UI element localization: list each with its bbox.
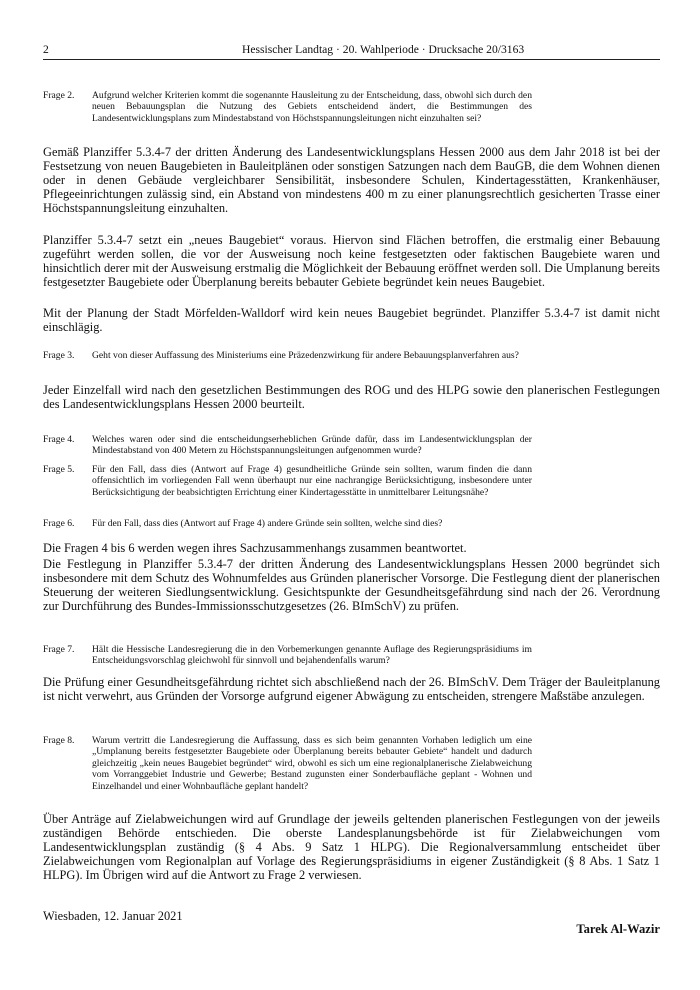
page-number: 2 (43, 43, 49, 56)
question-label: Frage 4. (43, 434, 75, 445)
answer-paragraph: Planziffer 5.3.4-7 setzt ein „neues Baugebiet“ voraus. Hiervon sind Flächen betroffen, die erstmalig einer Bebauung zugeführt werden sollen, die vor der Ausweisung noch keine festgesetzten oder faktischen Baugebiete waren und hinsichtlich derer mit der Ausweisung erstmalig die Möglichkeit der Bebauung eröffnet werden soll. Die Umplanung bereits festgesetzter Baugebiete oder Überplanung bereits bebauter Gebiete begründet kein neues Baugebiet. (43, 233, 660, 289)
question-text: Aufgrund welcher Kriterien kommt die sogenannte Hausleitung zu der Entscheidung, dass, obwohl sich durch den neuen Bebauungsplan die Nutzung des Gebiets entscheidend ändert, die Bestimmungen des Landesentwicklungsplans zum Mindestabstand von Höchstspannungsleitungen nicht einzuhalten sei? (92, 90, 532, 124)
place-date: Wiesbaden, 12. Januar 2021 (43, 909, 183, 923)
question-label: Frage 8. (43, 735, 75, 746)
question-text: Welches waren oder sind die entscheidungserheblichen Gründe dafür, dass im Landesentwicklungsplan der Mindestabstand von 400 Metern zu Höchstspannungsleitungen aufgenommen wurde? (92, 434, 532, 457)
question-text: Für den Fall, dass dies (Antwort auf Frage 4) andere Gründe sein sollten, welche sind dies? (92, 518, 443, 529)
question-text: Warum vertritt die Landesregierung die Auffassung, dass es sich beim genannten Vorhaben lediglich um eine „Umplanung bereits festgesetzter Baugebiete oder Überplanung bereits bebauter Gebiete“ handelt und dadurch gleichzeitig „kein neues Baugebiet begründet“ wird, obwohl es sich um eine regionalplanerische Zielabweichung vom Vorranggebiet Industrie und Gewerbe; Bestand zugunsten einer Sonderbaufläche geplant - Wohnen und Einzelhandel und einer Wohnbaufläche geplant handelt? (92, 735, 532, 792)
question-label: Frage 2. (43, 90, 75, 101)
question-label: Frage 5. (43, 464, 75, 475)
answer-paragraph: Die Prüfung einer Gesundheitsgefährdung richtet sich abschließend nach der 26. BImSchV. Dem Träger der Bauleitplanung ist nicht verwehrt, aus Gründen der Vorsorge aufgrund eigener Abwägung zu entscheiden, strengere Maßstäbe anzulegen. (43, 675, 660, 703)
answer-paragraph: Die Festlegung in Planziffer 5.3.4-7 der dritten Änderung des Landesentwicklungsplans Hessen 2000 begründet sich insbesondere mit dem Schutz des Wohnumfeldes aus Gründen planerischer Vorsorge. Die Festlegung dient der planerischen Steuerung der weiteren Siedlungsentwicklung. Gesichtspunkte der Gesundheitsgefährdung sind nach der 26. Verordnung zur Durchführung des Bundes-Immissionsschutzgesetzes (26. BImSchV) zu prüfen. (43, 557, 660, 613)
answer-paragraph: Gemäß Planziffer 5.3.4-7 der dritten Änderung des Landesentwicklungsplans Hessen 2000 aus dem Jahr 2018 ist bei der Festsetzung von neuen Baugebieten in Bauleitplänen oder sonstigen Satzungen nach dem BauGB, die dem Wohnen dienen oder in denen Gebäude vergleichbarer Sensibilität, insbesondere Schulen, Kindertagesstätten, Krankenhäuser, Pflegeeinrichtungen zulässig sind, ein Abstand von mindestens 400 m zu einer planungsrechtlich gesicherten Trasse einer Höchstspannungsleitung einzuhalten. (43, 145, 660, 215)
header-title: Hessischer Landtag · 20. Wahlperiode · Drucksache 20/3163 (242, 43, 525, 56)
answer-paragraph: Über Anträge auf Zielabweichungen wird auf Grundlage der jeweils geltenden planerischen Festlegungen von der jeweils zuständigen Behörde entschieden. Die oberste Landesplanungsbehörde ist für Zielabweichungen vom Landesentwicklungsplan zuständig (§ 4 Abs. 9 Satz 1 HLPG). Die Regionalversammlung entscheidet über Zielabweichungen vom Regionalplan auf Vorlage des Regierungspräsidiums in eigener Zuständigkeit (§ 8 Abs. 1 Satz 1 HLPG). Im Übrigen wird auf die Antwort zu Frage 2 verwiesen. (43, 812, 660, 882)
page-header (43, 42, 660, 59)
question-text: Hält die Hessische Landesregierung die in den Vorbemerkungen genannte Auflage des Regierungspräsidiums im Entscheidungsvorschlag gleichwohl für sinnvoll und bejahendenfalls warum? (92, 644, 532, 667)
question-label: Frage 3. (43, 350, 75, 361)
question-label: Frage 7. (43, 644, 75, 655)
answer-paragraph: Die Fragen 4 bis 6 werden wegen ihres Sachzusammenhangs zusammen beantwortet. (43, 541, 467, 555)
signatory-name: Tarek Al-Wazir (576, 922, 660, 936)
question-label: Frage 6. (43, 518, 75, 529)
answer-paragraph: Mit der Planung der Stadt Mörfelden-Walldorf wird kein neues Baugebiet begründet. Planziffer 5.3.4-7 ist damit nicht einschlägig. (43, 306, 660, 334)
answer-paragraph: Jeder Einzelfall wird nach den gesetzlichen Bestimmungen des ROG und des HLPG sowie den planerischen Festlegungen des Landesentwicklungsplans Hessen 2000 beurteilt. (43, 383, 660, 411)
question-text: Geht von dieser Auffassung des Ministeriums eine Präzedenzwirkung für andere Bebauungsplanverfahren aus? (92, 350, 519, 361)
header-divider (43, 59, 660, 60)
question-text: Für den Fall, dass dies (Antwort auf Frage 4) gesundheitliche Gründe sein sollten, warum finden die dann offensichtlich im vorliegenden Fall wenn überhaupt nur eine nachrangige Berücksichtigung, insbesondere unter Berücksichtigung der beabsichtigten Errichtung einer Kindertagesstätte in unmittelbarer Leitungsnähe? (92, 464, 532, 498)
